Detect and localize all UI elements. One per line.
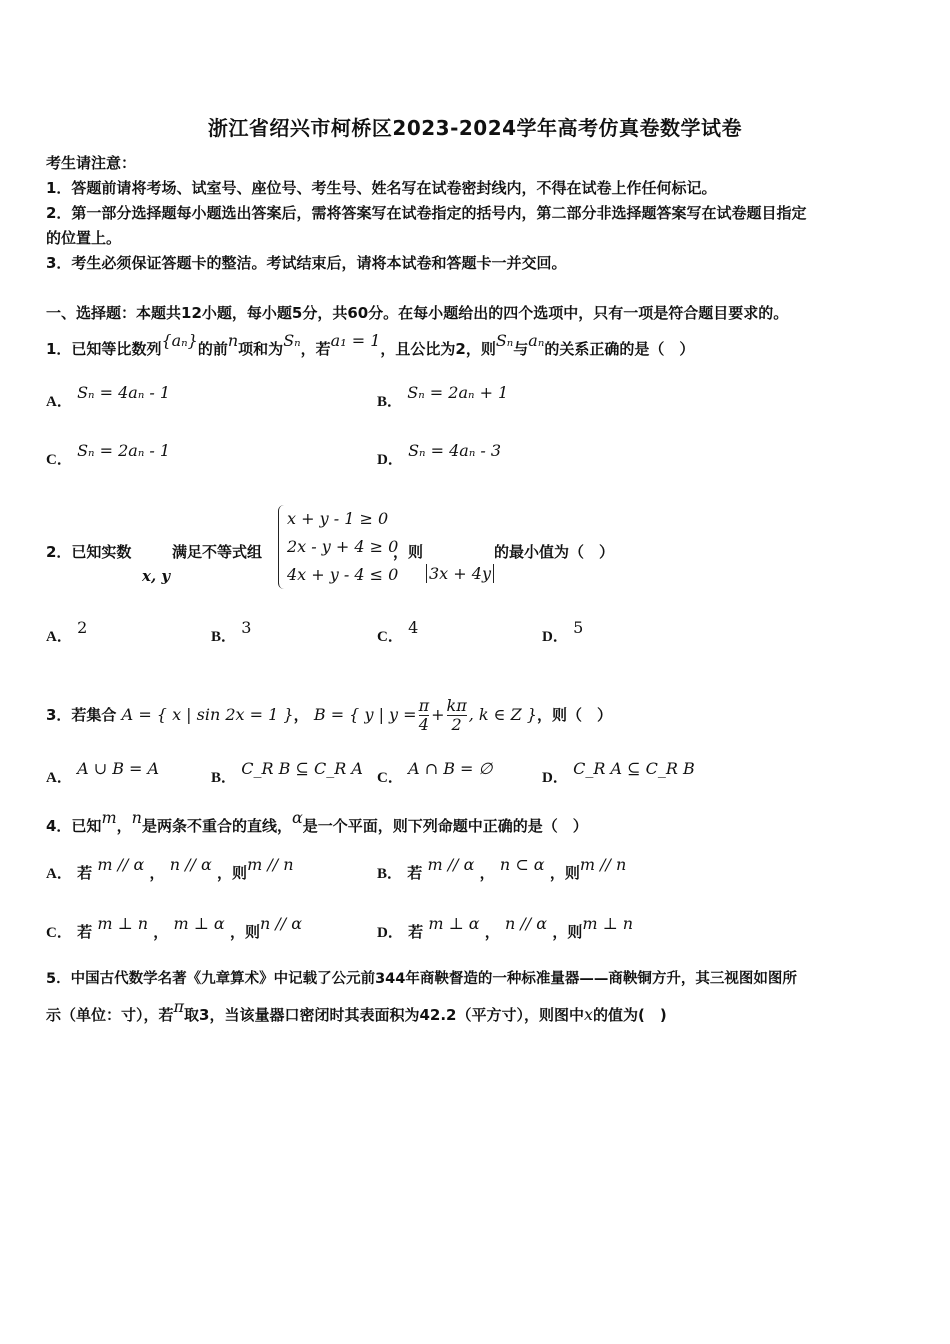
q4-option-b[interactable]: [377, 855, 627, 883]
q3-text: 3．若集合: [46, 706, 117, 724]
notice-item: 2．第一部分选择题每小题选出答案后，需将答案写在试卷指定的括号内，第二部分非选择题答案写在试卷题目指定: [46, 204, 807, 222]
q2-option-c[interactable]: [377, 618, 419, 646]
inequality-row: x + y - 1 ≥ 0: [287, 509, 389, 528]
option-text: ，: [149, 864, 165, 882]
option-result: n // α: [259, 914, 303, 933]
inequality-row: 4x + y - 4 ≤ 0: [287, 565, 399, 584]
q3-option-c[interactable]: [377, 759, 493, 787]
q1-sn: Sₙ: [495, 331, 514, 350]
q2-abs-expr: [426, 564, 494, 583]
option-expr: C_R B ⊆ C_R A: [241, 759, 363, 778]
option-value: 5: [573, 618, 584, 637]
q5-pi: π: [173, 997, 185, 1016]
q2-vars: x, y: [142, 567, 171, 585]
q1-a1: a₁ = 1: [330, 331, 381, 350]
option-label: A．: [46, 770, 72, 786]
option-text: ，: [153, 923, 169, 941]
option-text: ，: [484, 923, 500, 941]
q5-text: 取3，当该量器口密闭时其表面积为42.2（平方寸），则图中: [184, 1006, 584, 1024]
q4-text: 4．已知: [46, 817, 102, 835]
q2-option-b[interactable]: [211, 618, 252, 646]
q4-alpha: α: [291, 808, 303, 827]
q4-option-c[interactable]: [46, 914, 303, 942]
option-expr: A ∩ B = ∅: [408, 759, 493, 778]
notice-item: 3．考生必须保证答题卡的整洁。考试结束后，请将本试卷和答题卡一并交回。: [46, 254, 567, 272]
q1-option-b[interactable]: [377, 383, 509, 411]
option-text: ，则: [217, 864, 248, 882]
question-5-line2: [46, 997, 667, 1025]
option-cond: m // α: [427, 855, 475, 874]
option-text: 若: [77, 923, 93, 941]
q1-text: 1．已知等比数列: [46, 340, 162, 358]
fraction-denominator: 2: [451, 715, 462, 734]
option-expr: Sₙ = 4aₙ - 1: [77, 383, 171, 402]
option-text: ，则: [552, 923, 583, 941]
option-expr: C_R A ⊆ C_R B: [573, 759, 695, 778]
option-label: A．: [46, 394, 72, 410]
set-b-left: B = { y | y =: [313, 705, 417, 724]
option-label: B．: [211, 629, 237, 645]
set-b-right: , k ∈ Z }: [468, 705, 537, 724]
q3-option-a[interactable]: [46, 759, 160, 787]
option-cond: m // α: [97, 855, 145, 874]
option-label: A．: [46, 629, 72, 645]
option-expr: A ∪ B = A: [77, 759, 160, 778]
option-cond: m ⊥ α: [173, 914, 225, 933]
question-3: 3．若集合 A = { x | sin 2x = 1 }， B = { y | y = $\frac{\pi}{4}$ + $\frac{k\pi}{2}$ , k ∈ Z }，则（ ）: [46, 696, 612, 734]
option-label: C．: [46, 925, 72, 941]
option-text: 若: [408, 923, 424, 941]
q1-text: 的关系正确的是（ ）: [544, 340, 695, 358]
question-2-start: 2．已知实数: [46, 543, 132, 561]
q5-x: x: [583, 1005, 594, 1024]
option-label: D．: [377, 925, 403, 941]
option-text: 若: [407, 864, 423, 882]
question-1: [46, 331, 695, 359]
option-result: m ⊥ n: [582, 914, 634, 933]
abs-expression: 3x + 4y: [426, 564, 494, 583]
fraction-numerator: kπ: [446, 696, 467, 715]
option-text: 若: [77, 864, 93, 882]
option-expr: Sₙ = 4aₙ - 3: [408, 441, 502, 460]
q1-text: 项和为: [238, 340, 284, 358]
fraction-kpi-2: [447, 697, 467, 734]
option-expr: Sₙ = 2aₙ - 1: [77, 441, 171, 460]
q1-n: n: [227, 331, 239, 350]
plus-sign: +: [431, 705, 445, 724]
q1-option-d[interactable]: [377, 441, 502, 469]
inequality-system: [278, 505, 398, 589]
question-4: [46, 808, 588, 836]
inequality-row: 2x - y + 4 ≥ 0: [287, 537, 399, 556]
option-label: D．: [377, 452, 403, 468]
option-value: 3: [241, 618, 252, 637]
q2-text: ，则: [393, 543, 424, 561]
q4-text: 是两条不重合的直线，: [141, 817, 292, 835]
q1-text: ，且公比为2，则: [380, 340, 496, 358]
notice-item: 1．答题前请将考场、试室号、座位号、考生号、姓名写在试卷密封线内，不得在试卷上作任何标记。: [46, 179, 717, 197]
option-text: ，: [479, 864, 495, 882]
set-a: A = { x | sin 2x = 1 }: [121, 705, 294, 724]
option-label: D．: [542, 629, 568, 645]
q1-sequence: {aₙ}: [161, 331, 198, 350]
q1-option-c[interactable]: [46, 441, 171, 469]
q3-text: ，则（ ）: [536, 706, 612, 724]
q4-option-a[interactable]: [46, 855, 294, 883]
q5-text: 的值为( ): [593, 1006, 667, 1024]
option-cond: m ⊥ α: [428, 914, 480, 933]
question-5-line1: 5．中国古代数学名著《九章算术》中记载了公元前344年商鞅督造的一种标准量器——商鞅铜方升，其三视图如图所: [46, 971, 797, 987]
q4-n: n: [131, 808, 142, 827]
fraction-pi-4: [419, 697, 430, 734]
option-cond: n ⊂ α: [499, 855, 545, 874]
q1-text: 与: [513, 340, 529, 358]
q1-option-a[interactable]: [46, 383, 171, 411]
q4-text: ，: [116, 817, 132, 835]
q2-text: 满足不等式组: [172, 543, 263, 561]
option-label: A．: [46, 866, 72, 882]
option-expr: Sₙ = 2aₙ + 1: [407, 383, 509, 402]
q3-option-b[interactable]: [211, 759, 363, 787]
option-cond: n // α: [505, 914, 548, 933]
q4-m: m: [101, 808, 117, 827]
q3-option-d[interactable]: [542, 759, 695, 787]
notice-heading: 考生请注意：: [46, 154, 137, 172]
q5-text: 示（单位：寸），若: [46, 1006, 174, 1024]
q2-text: 的最小值为（ ）: [494, 543, 615, 561]
option-label: B．: [377, 394, 403, 410]
option-label: C．: [46, 452, 72, 468]
q4-option-d[interactable]: [377, 914, 634, 942]
option-text: ，则: [549, 864, 580, 882]
option-cond: m ⊥ n: [97, 914, 149, 933]
option-result: m // n: [247, 855, 294, 874]
option-label: C．: [377, 629, 403, 645]
option-value: 2: [77, 618, 88, 637]
notice-item: 的位置上。: [46, 229, 122, 247]
q1-text: ，若: [300, 340, 331, 358]
option-cond: n // α: [169, 855, 212, 874]
option-label: B．: [377, 866, 403, 882]
fraction-denominator: 4: [418, 715, 429, 734]
option-value: 4: [408, 618, 419, 637]
option-label: D．: [542, 770, 568, 786]
fraction-numerator: π: [418, 696, 430, 715]
q1-an: aₙ: [528, 331, 545, 350]
q1-text: 的前: [197, 340, 228, 358]
q2-option-a[interactable]: [46, 618, 88, 646]
option-text: ，则: [229, 923, 260, 941]
option-label: C．: [377, 770, 403, 786]
page-title: 浙江省绍兴市柯桥区2023-2024学年高考仿真卷数学试卷: [207, 116, 743, 140]
option-result: m // n: [579, 855, 627, 874]
option-label: B．: [211, 770, 237, 786]
q2-option-d[interactable]: [542, 618, 584, 646]
q1-sn: Sₙ: [283, 331, 301, 350]
section-heading: 一、选择题：本题共12小题，每小题5分，共60分。在每小题给出的四个选项中，只有一项是符合题目要求的。: [46, 304, 789, 322]
q4-text: 是一个平面，则下列命题中正确的是（ ）: [302, 817, 588, 835]
